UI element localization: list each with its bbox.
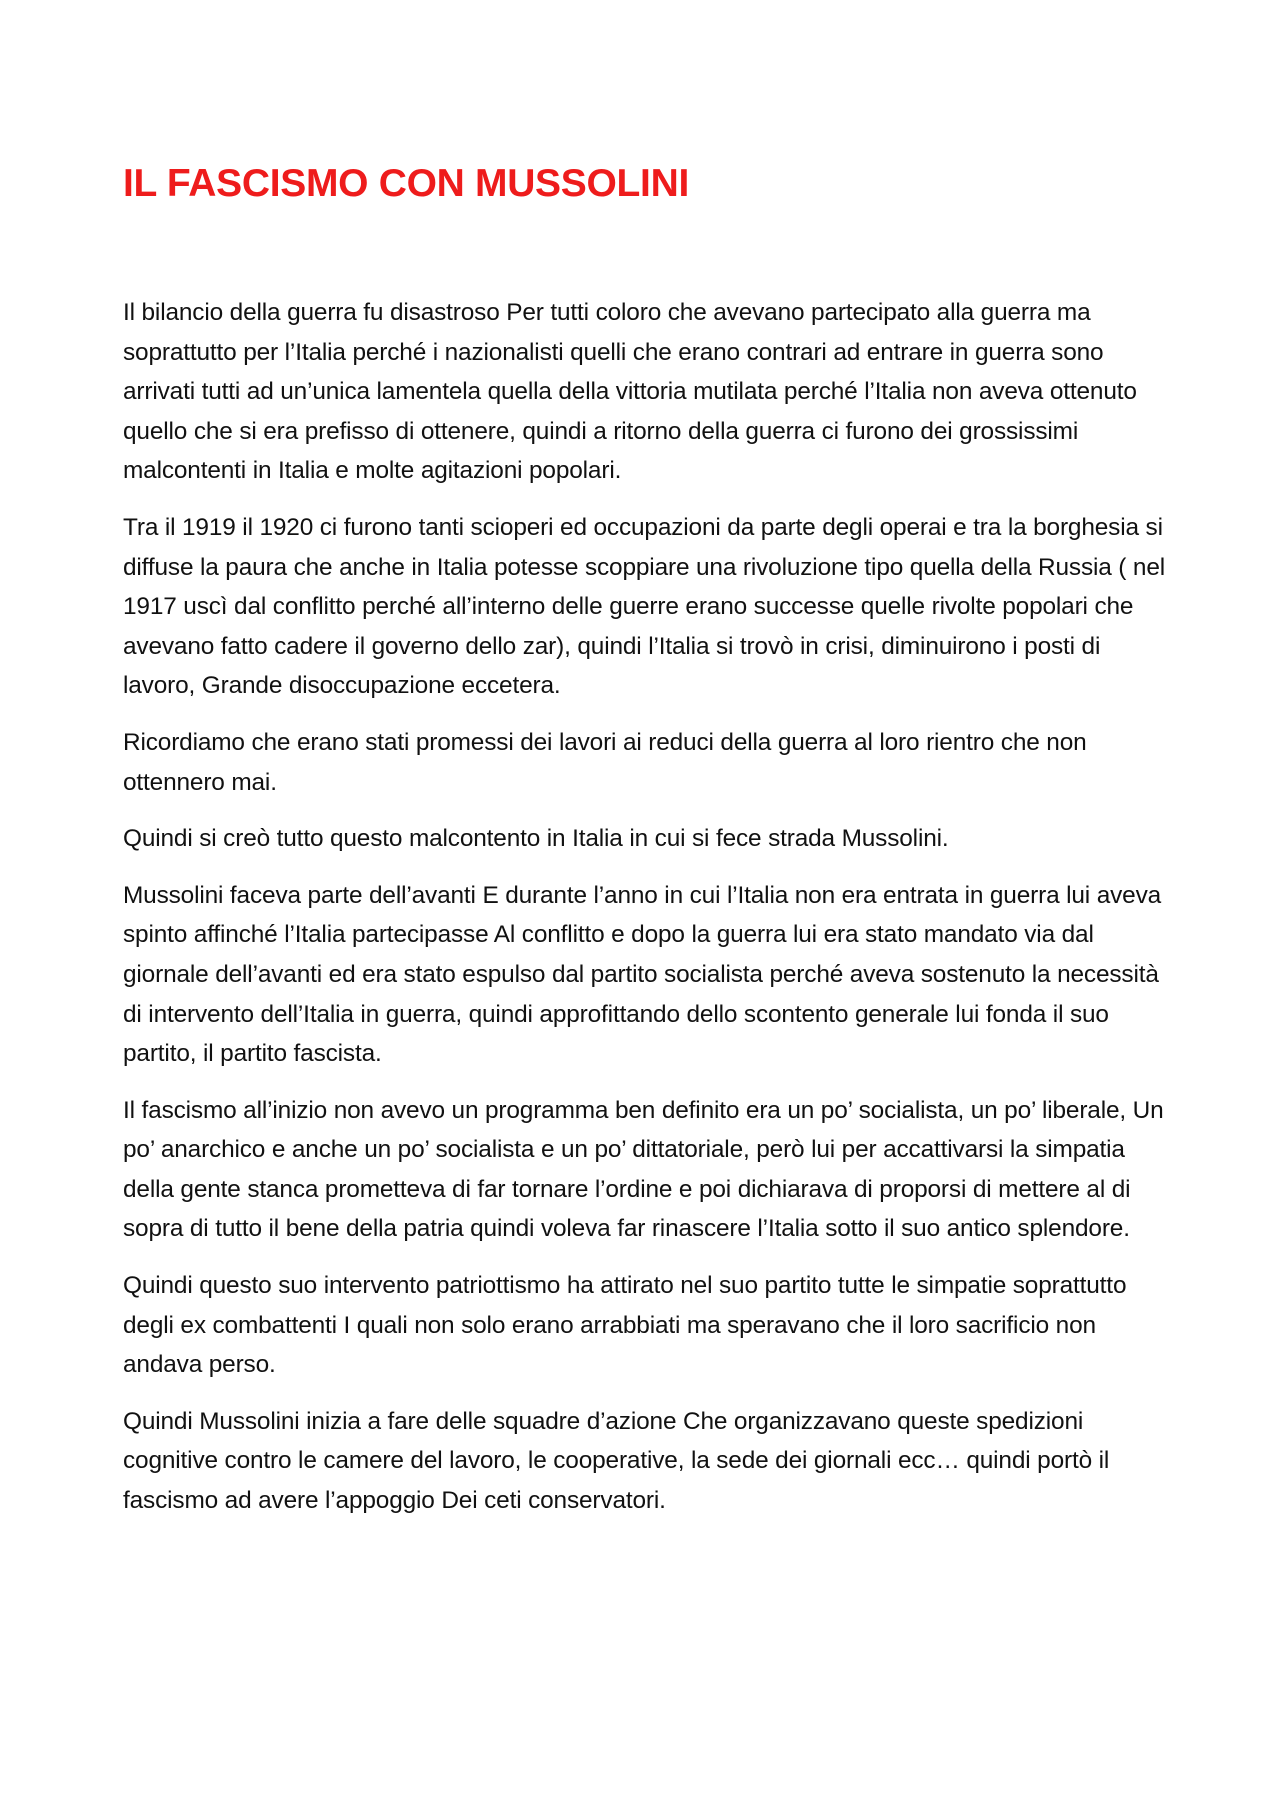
document-title: IL FASCISMO CON MUSSOLINI	[123, 162, 689, 205]
paragraph-4: Quindi si creò tutto questo malcontento in Italia in cui si fece strada Mussolini.	[123, 825, 949, 853]
paragraph-6: Il fascismo all’inizio non avevo un programma ben definito era un po’ socialista, un po’ liberale, Un po’ anarchico e anche un po’ socialista e un po’ dittatoriale, però lui per accattivarsi la simpatia della gente stanca prometteva di far tornare l’ordine e poi dichiarava di proporsi di mettere al di sopra di tutto il bene della patria quindi voleva far rinascere l’Italia sotto il suo antico splendore.	[123, 1096, 1164, 1243]
paragraph-2: Tra il 1919 il 1920 ci furono tanti scioperi ed occupazioni da parte degli operai e tra la borghesia si diffuse la paura che anche in Italia potesse scoppiare una rivoluzione tipo quella della Russia ( nel 1917 uscì dal conflitto perché all’interno delle guerre erano successe quelle rivolte popolari che avevano fatto cadere il governo dello zar), quindi l’Italia si trovò in crisi, diminuirono i posti di lavoro, Grande disoccupazione eccetera.	[123, 513, 1165, 700]
paragraph-5: Mussolini faceva parte dell’avanti E durante l’anno in cui l’Italia non era entrata in guerra lui aveva spinto affinché l’Italia partecipasse Al conflitto e dopo la guerra lui era stato mandato via dal giornale dell’avanti ed era stato espulso dal partito socialista perché aveva sostenuto la necessità di intervento dell’Italia in guerra, quindi approfittando dello scontento generale lui fonda il suo partito, il partito fascista.	[123, 881, 1162, 1068]
paragraph-7: Quindi questo suo intervento patriottismo ha attirato nel suo partito tutte le simpatie soprattutto degli ex combattenti I quali non solo erano arrabbiati ma speravano che il loro sacrificio non andava perso.	[123, 1272, 1127, 1379]
paragraph-8: Quindi Mussolini inizia a fare delle squadre d’azione Che organizzavano queste spedizioni cognitive contro le camere del lavoro, le cooperative, la sede dei giornali ecc… quindi portò il fascismo ad avere l’appoggio Dei ceti conservatori.	[123, 1407, 1110, 1515]
paragraph-1: Il bilancio della guerra fu disastroso Per tutti coloro che avevano partecipato alla guerra ma soprattutto per l’Italia perché i nazionalisti quelli che erano contrari ad entrare in guerra sono arrivati tutti ad un’unica lamentela quella della vittoria mutilata perché l’Italia non aveva ottenuto quello che si era prefisso di ottenere, quindi a ritorno della guerra ci furono dei grossissimi malcontenti in Italia e molte agitazioni popolari.	[123, 299, 1137, 485]
document-body	[123, 293, 1173, 1538]
paragraph-3: Ricordiamo che erano stati promessi dei lavori ai reduci della guerra al loro rientro che non ottennero mai.	[123, 728, 1087, 796]
